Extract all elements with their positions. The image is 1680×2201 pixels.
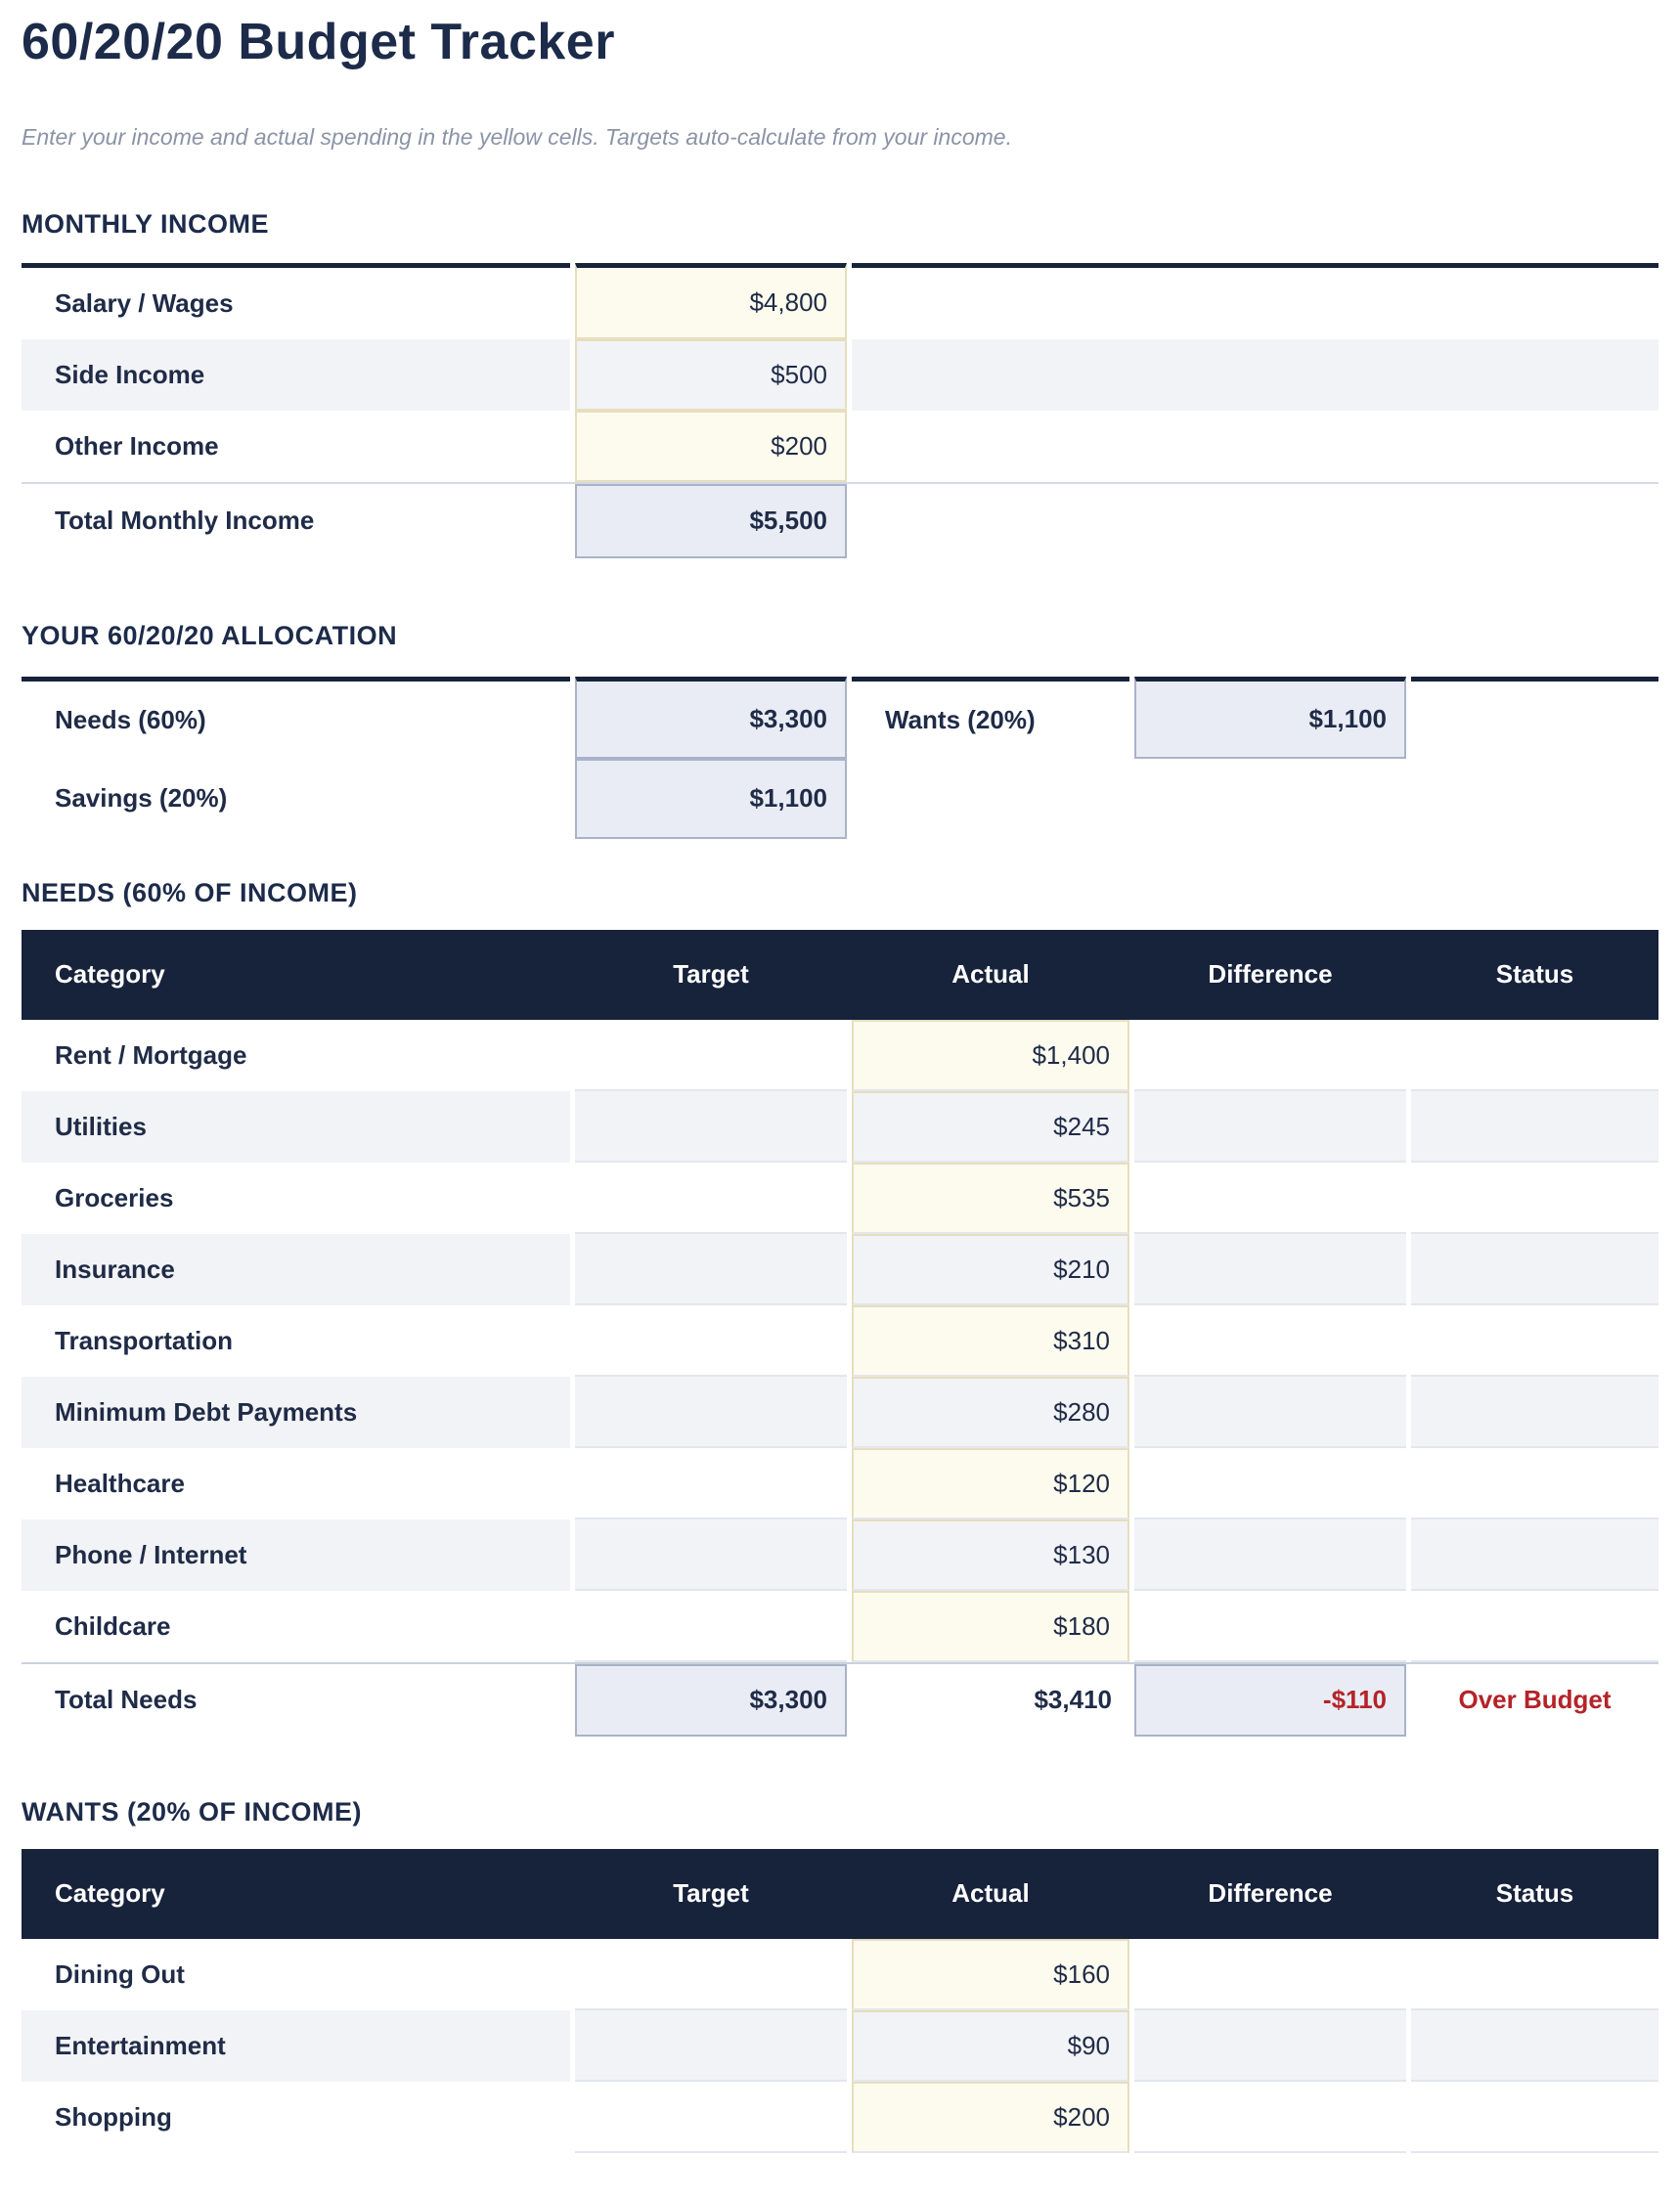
- difference-cell: [1134, 1519, 1406, 1591]
- income-row-salary: [22, 263, 1658, 339]
- needs-total-target: $3,300: [575, 1664, 847, 1737]
- allocation-savings-label: Savings (20%): [55, 783, 228, 814]
- income-row-side: [22, 339, 1658, 411]
- column-header-actual: Actual: [951, 1878, 1030, 1909]
- column-header-category: Category: [55, 1878, 165, 1909]
- status-cell: [1411, 1519, 1658, 1591]
- category-cell: Childcare: [55, 1610, 171, 1641]
- difference-cell: [1134, 1939, 1406, 2010]
- target-cell: [575, 1591, 847, 1662]
- needs-row-childcare: [22, 1591, 1658, 1662]
- status-cell: [1411, 1448, 1658, 1519]
- actual-input-cell[interactable]: $200: [852, 2082, 1129, 2153]
- actual-input-cell[interactable]: $210: [852, 1234, 1129, 1305]
- allocation-row-1: [22, 677, 1658, 759]
- income-input-side[interactable]: $500: [575, 339, 847, 411]
- section-title-allocation: YOUR 60/20/20 ALLOCATION: [22, 620, 398, 650]
- column-header-difference: Difference: [1208, 1878, 1333, 1909]
- empty-cell: [1411, 677, 1658, 759]
- section-title-needs: NEEDS (60% OF INCOME): [22, 877, 358, 907]
- income-label-salary: Salary / Wages: [22, 263, 570, 339]
- column-header-actual: Actual: [951, 959, 1030, 990]
- actual-input-cell[interactable]: $160: [852, 1939, 1129, 2010]
- wants-table: [22, 1849, 1658, 2153]
- needs-row-insurance: [22, 1234, 1658, 1305]
- needs-row-utilities: [22, 1091, 1658, 1163]
- empty-cell: [852, 411, 1658, 482]
- needs-table: [22, 930, 1658, 1737]
- target-cell: [575, 1305, 847, 1377]
- column-header-status: Status: [1495, 959, 1574, 990]
- target-cell: [575, 2082, 847, 2153]
- allocation-needs-label: Needs (60%): [22, 677, 570, 759]
- income-row-other: [22, 411, 1658, 482]
- actual-input-cell[interactable]: $245: [852, 1091, 1129, 1163]
- category-cell: Entertainment: [22, 2010, 570, 2082]
- section-title-monthly-income: MONTHLY INCOME: [22, 208, 270, 239]
- category-cell: Transportation: [55, 1325, 234, 1355]
- empty-cell: [852, 759, 1129, 839]
- difference-cell: [1134, 2010, 1406, 2082]
- target-cell: [575, 2010, 847, 2082]
- status-cell: [1411, 1234, 1658, 1305]
- income-label-other: Other Income: [55, 430, 219, 461]
- target-cell: [575, 1234, 847, 1305]
- status-cell: [1411, 2082, 1658, 2153]
- needs-row-phone: [22, 1519, 1658, 1591]
- difference-cell: [1134, 1377, 1406, 1448]
- income-total-value: $5,500: [575, 484, 847, 558]
- target-cell: [575, 1377, 847, 1448]
- target-cell: [575, 1448, 847, 1519]
- category-cell: Utilities: [22, 1091, 570, 1163]
- allocation-savings-value: $1,100: [575, 759, 847, 839]
- status-cell: [1411, 1020, 1658, 1091]
- status-cell: [1411, 1591, 1658, 1662]
- status-cell: [1411, 1091, 1658, 1163]
- target-cell: [575, 1091, 847, 1163]
- status-cell: [1411, 1163, 1658, 1234]
- status-cell: [1411, 1939, 1658, 2010]
- target-cell: [575, 1939, 847, 2010]
- category-cell: Minimum Debt Payments: [22, 1377, 570, 1448]
- category-cell: Dining Out: [55, 1959, 185, 1989]
- needs-row-min-debt: [22, 1377, 1658, 1448]
- actual-input-cell[interactable]: $90: [852, 2010, 1129, 2082]
- empty-cell: [852, 263, 1658, 339]
- status-cell: [1411, 1305, 1658, 1377]
- actual-input-cell[interactable]: $120: [852, 1448, 1129, 1519]
- allocation-row-2: [22, 759, 1658, 839]
- needs-row-groceries: [22, 1163, 1658, 1234]
- needs-row-rent: [22, 1020, 1658, 1091]
- column-header-difference: Difference: [1208, 959, 1333, 990]
- income-input-salary[interactable]: $4,800: [575, 263, 847, 339]
- category-cell: Insurance: [22, 1234, 570, 1305]
- income-total-label: Total Monthly Income: [55, 506, 315, 536]
- needs-total-difference: -$110: [1134, 1664, 1406, 1737]
- wants-row-dining: [22, 1939, 1658, 2010]
- section-title-wants: WANTS (20% OF INCOME): [22, 1796, 363, 1827]
- actual-input-cell[interactable]: $310: [852, 1305, 1129, 1377]
- allocation-wants-label: Wants (20%): [852, 677, 1129, 759]
- category-cell: Groceries: [55, 1182, 174, 1212]
- income-label-side: Side Income: [22, 339, 570, 411]
- column-header-target: Target: [673, 1878, 749, 1909]
- income-input-other[interactable]: $200: [575, 411, 847, 482]
- empty-cell: [1134, 759, 1406, 839]
- target-cell: [575, 1519, 847, 1591]
- actual-input-cell[interactable]: $180: [852, 1591, 1129, 1662]
- actual-input-cell[interactable]: $535: [852, 1163, 1129, 1234]
- empty-cell: [852, 484, 1658, 558]
- needs-total-row: [22, 1662, 1658, 1737]
- difference-cell: [1134, 1020, 1406, 1091]
- column-header-target: Target: [673, 959, 749, 990]
- actual-input-cell[interactable]: $1,400: [852, 1020, 1129, 1091]
- budget-tracker-page: [0, 14, 1680, 2153]
- needs-total-actual: $3,410: [1034, 1685, 1112, 1715]
- difference-cell: [1134, 2082, 1406, 2153]
- category-cell: Healthcare: [55, 1468, 185, 1498]
- difference-cell: [1134, 1448, 1406, 1519]
- allocation-needs-value: $3,300: [575, 677, 847, 759]
- difference-cell: [1134, 1091, 1406, 1163]
- needs-row-transportation: [22, 1305, 1658, 1377]
- wants-row-shopping: [22, 2082, 1658, 2153]
- category-cell: Rent / Mortgage: [55, 1039, 247, 1070]
- category-cell: Phone / Internet: [22, 1519, 570, 1591]
- income-row-total: [22, 482, 1658, 558]
- target-cell: [575, 1020, 847, 1091]
- column-header-category: Category: [55, 959, 165, 990]
- empty-cell: [852, 339, 1658, 411]
- needs-row-healthcare: [22, 1448, 1658, 1519]
- actual-input-cell[interactable]: $280: [852, 1377, 1129, 1448]
- column-header-status: Status: [1495, 1878, 1574, 1909]
- actual-input-cell[interactable]: $130: [852, 1519, 1129, 1591]
- wants-row-entertainment: [22, 2010, 1658, 2082]
- empty-cell: [1411, 759, 1658, 839]
- difference-cell: [1134, 1163, 1406, 1234]
- monthly-income-table: [22, 263, 1658, 558]
- target-cell: [575, 1163, 847, 1234]
- wants-table-header: [22, 1849, 1658, 1939]
- allocation-table: [22, 677, 1658, 839]
- needs-table-header: [22, 930, 1658, 1020]
- difference-cell: [1134, 1591, 1406, 1662]
- category-cell: Shopping: [55, 2101, 172, 2132]
- needs-total-status-badge: Over Budget: [1458, 1685, 1612, 1715]
- status-cell: [1411, 2010, 1658, 2082]
- difference-cell: [1134, 1305, 1406, 1377]
- difference-cell: [1134, 1234, 1406, 1305]
- page-title: 60/20/20 Budget Tracker: [22, 14, 615, 70]
- page-subtitle: Enter your income and actual spending in the yellow cells. Targets auto-calculate from your income.: [22, 123, 1012, 150]
- allocation-wants-value: $1,100: [1134, 677, 1406, 759]
- status-cell: [1411, 1377, 1658, 1448]
- needs-total-label: Total Needs: [55, 1685, 198, 1715]
